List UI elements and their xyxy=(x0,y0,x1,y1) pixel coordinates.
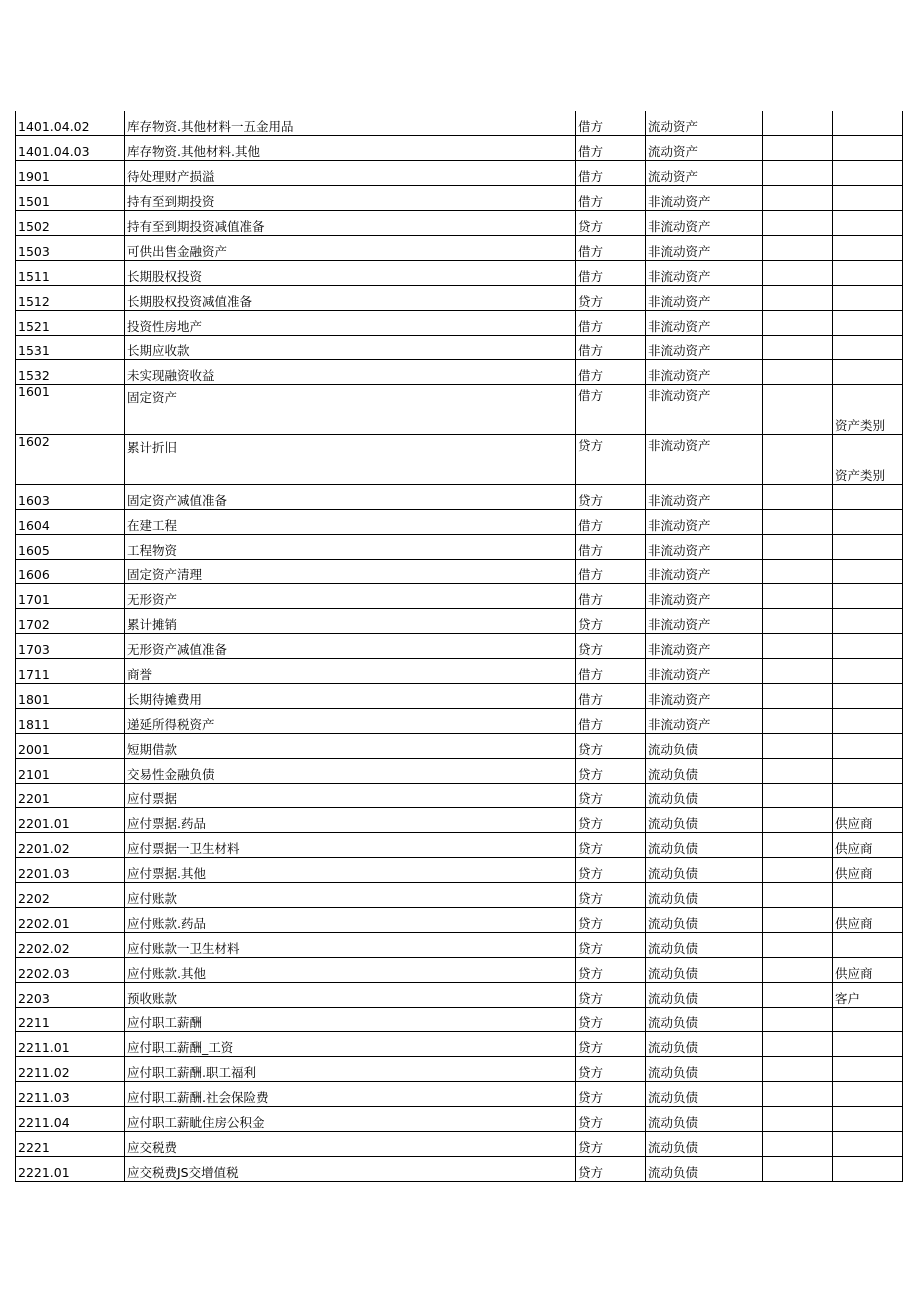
auxiliary-cell-2 xyxy=(833,211,903,236)
account-category-cell: 非流动资产 xyxy=(646,584,763,609)
auxiliary-cell-2: 资产类别 xyxy=(833,435,903,485)
auxiliary-cell-1 xyxy=(763,235,833,260)
account-code-cell: 2201.02 xyxy=(16,833,125,858)
account-code-cell: 2203 xyxy=(16,982,125,1007)
balance-direction-cell: 借方 xyxy=(576,310,646,335)
auxiliary-cell-1 xyxy=(763,908,833,933)
account-code-cell: 1605 xyxy=(16,534,125,559)
account-code-cell: 2202.01 xyxy=(16,908,125,933)
account-code-cell: 1602 xyxy=(16,435,125,485)
auxiliary-cell-2 xyxy=(833,559,903,584)
table-row xyxy=(16,534,903,559)
auxiliary-cell-2 xyxy=(833,733,903,758)
auxiliary-cell-1 xyxy=(763,684,833,709)
account-category-cell: 非流动资产 xyxy=(646,435,763,485)
table-row xyxy=(16,111,903,136)
account-code-cell: 2211.04 xyxy=(16,1107,125,1132)
table-row xyxy=(16,186,903,211)
balance-direction-cell: 贷方 xyxy=(576,808,646,833)
auxiliary-cell-1 xyxy=(763,783,833,808)
account-code-cell: 1606 xyxy=(16,559,125,584)
table-row xyxy=(16,908,903,933)
account-name-cell: 应付职工薪酬_工资 xyxy=(125,1032,576,1057)
balance-direction-cell: 借方 xyxy=(576,584,646,609)
table-row xyxy=(16,982,903,1007)
account-name-cell: 应付票据.药品 xyxy=(125,808,576,833)
table-row xyxy=(16,335,903,360)
table-row xyxy=(16,708,903,733)
table-row xyxy=(16,808,903,833)
auxiliary-cell-2 xyxy=(833,634,903,659)
auxiliary-cell-2 xyxy=(833,758,903,783)
auxiliary-cell-2 xyxy=(833,161,903,186)
auxiliary-cell-1 xyxy=(763,932,833,957)
auxiliary-cell-1 xyxy=(763,858,833,883)
account-name-cell: 未实现融资收益 xyxy=(125,360,576,385)
account-name-cell: 无形资产减值准备 xyxy=(125,634,576,659)
table-row xyxy=(16,136,903,161)
balance-direction-cell: 借方 xyxy=(576,260,646,285)
account-category-cell: 流动负债 xyxy=(646,858,763,883)
balance-direction-cell: 借方 xyxy=(576,509,646,534)
account-name-cell: 应交税费 xyxy=(125,1132,576,1157)
auxiliary-cell-1 xyxy=(763,584,833,609)
account-category-cell: 非流动资产 xyxy=(646,186,763,211)
auxiliary-cell-1 xyxy=(763,733,833,758)
account-category-cell: 流动负债 xyxy=(646,758,763,783)
table-row xyxy=(16,484,903,509)
account-category-cell: 非流动资产 xyxy=(646,509,763,534)
balance-direction-cell: 贷方 xyxy=(576,1032,646,1057)
table-row xyxy=(16,733,903,758)
account-code-cell: 1701 xyxy=(16,584,125,609)
account-code-cell: 1401.04.02 xyxy=(16,111,125,136)
auxiliary-cell-2 xyxy=(833,659,903,684)
account-code-cell: 1702 xyxy=(16,609,125,634)
auxiliary-cell-1 xyxy=(763,982,833,1007)
account-category-cell: 流动负债 xyxy=(646,1132,763,1157)
auxiliary-cell-2 xyxy=(833,1007,903,1032)
balance-direction-cell: 贷方 xyxy=(576,858,646,883)
table-row xyxy=(16,957,903,982)
table-row xyxy=(16,559,903,584)
table-row xyxy=(16,285,903,310)
auxiliary-cell-2 xyxy=(833,111,903,136)
account-code-cell: 1532 xyxy=(16,360,125,385)
auxiliary-cell-2: 供应商 xyxy=(833,908,903,933)
auxiliary-cell-2 xyxy=(833,360,903,385)
auxiliary-cell-1 xyxy=(763,534,833,559)
account-category-cell: 非流动资产 xyxy=(646,385,763,435)
account-name-cell: 累计折旧 xyxy=(125,435,576,485)
auxiliary-cell-1 xyxy=(763,509,833,534)
auxiliary-cell-2 xyxy=(833,708,903,733)
account-name-cell: 应付职工薪眦住房公积金 xyxy=(125,1107,576,1132)
account-category-cell: 流动负债 xyxy=(646,982,763,1007)
table-row xyxy=(16,659,903,684)
table-row xyxy=(16,211,903,236)
account-code-cell: 2001 xyxy=(16,733,125,758)
account-name-cell: 待处理财产损溢 xyxy=(125,161,576,186)
table-row xyxy=(16,833,903,858)
auxiliary-cell-1 xyxy=(763,659,833,684)
table-row xyxy=(16,584,903,609)
auxiliary-cell-1 xyxy=(763,360,833,385)
account-name-cell: 库存物资.其他材料一五金用品 xyxy=(125,111,576,136)
account-category-cell: 流动负债 xyxy=(646,1032,763,1057)
balance-direction-cell: 贷方 xyxy=(576,285,646,310)
account-name-cell: 工程物资 xyxy=(125,534,576,559)
account-name-cell: 固定资产 xyxy=(125,385,576,435)
balance-direction-cell: 借方 xyxy=(576,235,646,260)
account-category-cell: 非流动资产 xyxy=(646,335,763,360)
balance-direction-cell: 贷方 xyxy=(576,758,646,783)
account-name-cell: 应付票据 xyxy=(125,783,576,808)
auxiliary-cell-2 xyxy=(833,186,903,211)
account-name-cell: 应付账款 xyxy=(125,883,576,908)
account-code-cell: 1401.04.03 xyxy=(16,136,125,161)
auxiliary-cell-2 xyxy=(833,260,903,285)
table-row xyxy=(16,758,903,783)
auxiliary-cell-2 xyxy=(833,932,903,957)
auxiliary-cell-1 xyxy=(763,111,833,136)
auxiliary-cell-2: 客户 xyxy=(833,982,903,1007)
account-code-cell: 2202.02 xyxy=(16,932,125,957)
account-name-cell: 固定资产减值准备 xyxy=(125,484,576,509)
account-code-cell: 1601 xyxy=(16,385,125,435)
table-row xyxy=(16,1007,903,1032)
account-code-cell: 1511 xyxy=(16,260,125,285)
account-code-cell: 2211.03 xyxy=(16,1082,125,1107)
account-category-cell: 流动资产 xyxy=(646,111,763,136)
account-category-cell: 流动负债 xyxy=(646,883,763,908)
table-row xyxy=(16,161,903,186)
auxiliary-cell-1 xyxy=(763,1107,833,1132)
auxiliary-cell-2 xyxy=(833,534,903,559)
account-code-cell: 1501 xyxy=(16,186,125,211)
auxiliary-cell-2 xyxy=(833,883,903,908)
account-name-cell: 应付账款.其他 xyxy=(125,957,576,982)
account-name-cell: 在建工程 xyxy=(125,509,576,534)
account-name-cell: 应付票据一卫生材料 xyxy=(125,833,576,858)
auxiliary-cell-1 xyxy=(763,1007,833,1032)
account-category-cell: 非流动资产 xyxy=(646,211,763,236)
auxiliary-cell-1 xyxy=(763,1082,833,1107)
account-code-cell: 1603 xyxy=(16,484,125,509)
account-category-cell: 流动负债 xyxy=(646,808,763,833)
balance-direction-cell: 贷方 xyxy=(576,1107,646,1132)
balance-direction-cell: 借方 xyxy=(576,559,646,584)
account-code-cell: 1711 xyxy=(16,659,125,684)
table-row xyxy=(16,435,903,485)
auxiliary-cell-2 xyxy=(833,235,903,260)
table-row xyxy=(16,385,903,435)
table-row xyxy=(16,1057,903,1082)
account-category-cell: 非流动资产 xyxy=(646,684,763,709)
account-category-cell: 流动负债 xyxy=(646,1107,763,1132)
auxiliary-cell-2: 供应商 xyxy=(833,957,903,982)
auxiliary-cell-1 xyxy=(763,1156,833,1181)
account-code-cell: 2101 xyxy=(16,758,125,783)
auxiliary-cell-2 xyxy=(833,484,903,509)
balance-direction-cell: 借方 xyxy=(576,385,646,435)
auxiliary-cell-1 xyxy=(763,1057,833,1082)
balance-direction-cell: 贷方 xyxy=(576,1057,646,1082)
table-row xyxy=(16,634,903,659)
table-row xyxy=(16,1082,903,1107)
balance-direction-cell: 贷方 xyxy=(576,435,646,485)
auxiliary-cell-2 xyxy=(833,136,903,161)
auxiliary-cell-2 xyxy=(833,285,903,310)
account-code-cell: 1503 xyxy=(16,235,125,260)
table-row xyxy=(16,1107,903,1132)
table-row xyxy=(16,783,903,808)
account-name-cell: 应付账款一卫生材料 xyxy=(125,932,576,957)
auxiliary-cell-2 xyxy=(833,509,903,534)
account-table xyxy=(15,111,903,1182)
auxiliary-cell-1 xyxy=(763,559,833,584)
account-name-cell: 递延所得税资产 xyxy=(125,708,576,733)
account-code-cell: 1901 xyxy=(16,161,125,186)
account-name-cell: 投资性房地产 xyxy=(125,310,576,335)
auxiliary-cell-1 xyxy=(763,883,833,908)
account-category-cell: 流动资产 xyxy=(646,161,763,186)
account-code-cell: 2221.01 xyxy=(16,1156,125,1181)
table-row xyxy=(16,360,903,385)
balance-direction-cell: 贷方 xyxy=(576,932,646,957)
auxiliary-cell-1 xyxy=(763,833,833,858)
auxiliary-cell-1 xyxy=(763,484,833,509)
account-category-cell: 非流动资产 xyxy=(646,659,763,684)
account-name-cell: 短期借款 xyxy=(125,733,576,758)
auxiliary-cell-2: 供应商 xyxy=(833,808,903,833)
account-category-cell: 非流动资产 xyxy=(646,260,763,285)
auxiliary-cell-1 xyxy=(763,186,833,211)
account-category-cell: 非流动资产 xyxy=(646,360,763,385)
account-name-cell: 长期股权投资减值准备 xyxy=(125,285,576,310)
auxiliary-cell-2: 供应商 xyxy=(833,858,903,883)
table-row xyxy=(16,260,903,285)
account-code-cell: 1531 xyxy=(16,335,125,360)
account-code-cell: 1801 xyxy=(16,684,125,709)
auxiliary-cell-2: 供应商 xyxy=(833,833,903,858)
account-category-cell: 非流动资产 xyxy=(646,609,763,634)
account-name-cell: 应付职工薪酬 xyxy=(125,1007,576,1032)
account-category-cell: 流动负债 xyxy=(646,1156,763,1181)
auxiliary-cell-1 xyxy=(763,1132,833,1157)
auxiliary-cell-1 xyxy=(763,285,833,310)
balance-direction-cell: 贷方 xyxy=(576,609,646,634)
account-category-cell: 非流动资产 xyxy=(646,235,763,260)
account-name-cell: 预收账款 xyxy=(125,982,576,1007)
balance-direction-cell: 贷方 xyxy=(576,733,646,758)
account-code-cell: 2201.03 xyxy=(16,858,125,883)
account-name-cell: 持有至到期投资 xyxy=(125,186,576,211)
account-code-cell: 1502 xyxy=(16,211,125,236)
account-category-cell: 流动负债 xyxy=(646,783,763,808)
balance-direction-cell: 贷方 xyxy=(576,211,646,236)
auxiliary-cell-1 xyxy=(763,808,833,833)
account-category-cell: 流动资产 xyxy=(646,136,763,161)
auxiliary-cell-1 xyxy=(763,758,833,783)
account-code-cell: 2201.01 xyxy=(16,808,125,833)
balance-direction-cell: 借方 xyxy=(576,186,646,211)
account-table-body xyxy=(16,111,903,1181)
account-name-cell: 商誉 xyxy=(125,659,576,684)
table-row xyxy=(16,932,903,957)
auxiliary-cell-1 xyxy=(763,957,833,982)
account-category-cell: 非流动资产 xyxy=(646,634,763,659)
account-category-cell: 非流动资产 xyxy=(646,708,763,733)
table-row xyxy=(16,1032,903,1057)
account-category-cell: 流动负债 xyxy=(646,932,763,957)
auxiliary-cell-1 xyxy=(763,385,833,435)
balance-direction-cell: 贷方 xyxy=(576,1082,646,1107)
auxiliary-cell-1 xyxy=(763,435,833,485)
table-row xyxy=(16,609,903,634)
account-name-cell: 应付账款.药品 xyxy=(125,908,576,933)
account-category-cell: 流动负债 xyxy=(646,957,763,982)
balance-direction-cell: 贷方 xyxy=(576,634,646,659)
auxiliary-cell-1 xyxy=(763,211,833,236)
account-code-cell: 1811 xyxy=(16,708,125,733)
balance-direction-cell: 贷方 xyxy=(576,1156,646,1181)
table-row xyxy=(16,310,903,335)
account-code-cell: 2211.01 xyxy=(16,1032,125,1057)
account-name-cell: 库存物资.其他材料.其他 xyxy=(125,136,576,161)
balance-direction-cell: 贷方 xyxy=(576,783,646,808)
auxiliary-cell-1 xyxy=(763,634,833,659)
table-row xyxy=(16,235,903,260)
account-category-cell: 流动负债 xyxy=(646,733,763,758)
balance-direction-cell: 借方 xyxy=(576,161,646,186)
account-code-cell: 2201 xyxy=(16,783,125,808)
account-name-cell: 应付票据.其他 xyxy=(125,858,576,883)
auxiliary-cell-1 xyxy=(763,708,833,733)
account-code-cell: 2202.03 xyxy=(16,957,125,982)
account-code-cell: 1512 xyxy=(16,285,125,310)
auxiliary-cell-2 xyxy=(833,584,903,609)
table-row xyxy=(16,1156,903,1181)
account-code-cell: 1521 xyxy=(16,310,125,335)
account-name-cell: 固定资产清理 xyxy=(125,559,576,584)
auxiliary-cell-2 xyxy=(833,1132,903,1157)
balance-direction-cell: 贷方 xyxy=(576,1007,646,1032)
account-code-cell: 2211.02 xyxy=(16,1057,125,1082)
balance-direction-cell: 借方 xyxy=(576,659,646,684)
auxiliary-cell-2 xyxy=(833,609,903,634)
account-code-cell: 2221 xyxy=(16,1132,125,1157)
account-category-cell: 非流动资产 xyxy=(646,285,763,310)
account-category-cell: 非流动资产 xyxy=(646,310,763,335)
balance-direction-cell: 贷方 xyxy=(576,833,646,858)
auxiliary-cell-2 xyxy=(833,1057,903,1082)
account-category-cell: 非流动资产 xyxy=(646,559,763,584)
account-name-cell: 累计摊销 xyxy=(125,609,576,634)
auxiliary-cell-1 xyxy=(763,161,833,186)
balance-direction-cell: 贷方 xyxy=(576,957,646,982)
account-name-cell: 长期应收款 xyxy=(125,335,576,360)
auxiliary-cell-2 xyxy=(833,1032,903,1057)
balance-direction-cell: 借方 xyxy=(576,684,646,709)
account-category-cell: 流动负债 xyxy=(646,1057,763,1082)
account-category-cell: 流动负债 xyxy=(646,1082,763,1107)
balance-direction-cell: 借方 xyxy=(576,708,646,733)
auxiliary-cell-2 xyxy=(833,1082,903,1107)
account-name-cell: 应付职工薪酬.社会保险费 xyxy=(125,1082,576,1107)
account-category-cell: 流动负债 xyxy=(646,1007,763,1032)
account-category-cell: 流动负债 xyxy=(646,833,763,858)
account-code-cell: 2211 xyxy=(16,1007,125,1032)
table-row xyxy=(16,1132,903,1157)
account-code-cell: 1703 xyxy=(16,634,125,659)
auxiliary-cell-2 xyxy=(833,1156,903,1181)
auxiliary-cell-1 xyxy=(763,310,833,335)
balance-direction-cell: 贷方 xyxy=(576,484,646,509)
account-category-cell: 非流动资产 xyxy=(646,484,763,509)
auxiliary-cell-1 xyxy=(763,1032,833,1057)
auxiliary-cell-2 xyxy=(833,1107,903,1132)
account-code-cell: 2202 xyxy=(16,883,125,908)
account-name-cell: 持有至到期投资减值准备 xyxy=(125,211,576,236)
balance-direction-cell: 借方 xyxy=(576,534,646,559)
account-name-cell: 应付职工薪酬.职工福利 xyxy=(125,1057,576,1082)
auxiliary-cell-2 xyxy=(833,684,903,709)
account-name-cell: 长期股权投资 xyxy=(125,260,576,285)
auxiliary-cell-2 xyxy=(833,335,903,360)
balance-direction-cell: 借方 xyxy=(576,111,646,136)
balance-direction-cell: 贷方 xyxy=(576,1132,646,1157)
auxiliary-cell-1 xyxy=(763,335,833,360)
balance-direction-cell: 借方 xyxy=(576,136,646,161)
account-name-cell: 交易性金融负债 xyxy=(125,758,576,783)
balance-direction-cell: 贷方 xyxy=(576,982,646,1007)
auxiliary-cell-1 xyxy=(763,609,833,634)
account-code-cell: 1604 xyxy=(16,509,125,534)
balance-direction-cell: 贷方 xyxy=(576,883,646,908)
table-row xyxy=(16,509,903,534)
balance-direction-cell: 借方 xyxy=(576,360,646,385)
auxiliary-cell-1 xyxy=(763,260,833,285)
balance-direction-cell: 贷方 xyxy=(576,908,646,933)
account-category-cell: 非流动资产 xyxy=(646,534,763,559)
account-name-cell: 长期待摊费用 xyxy=(125,684,576,709)
auxiliary-cell-2 xyxy=(833,783,903,808)
account-name-cell: 无形资产 xyxy=(125,584,576,609)
auxiliary-cell-2: 资产类别 xyxy=(833,385,903,435)
auxiliary-cell-2 xyxy=(833,310,903,335)
auxiliary-cell-1 xyxy=(763,136,833,161)
table-row xyxy=(16,883,903,908)
account-name-cell: 可供出售金融资产 xyxy=(125,235,576,260)
balance-direction-cell: 借方 xyxy=(576,335,646,360)
account-category-cell: 流动负债 xyxy=(646,908,763,933)
table-row xyxy=(16,684,903,709)
table-row xyxy=(16,858,903,883)
account-name-cell: 应交税费JS交增值税 xyxy=(125,1156,576,1181)
